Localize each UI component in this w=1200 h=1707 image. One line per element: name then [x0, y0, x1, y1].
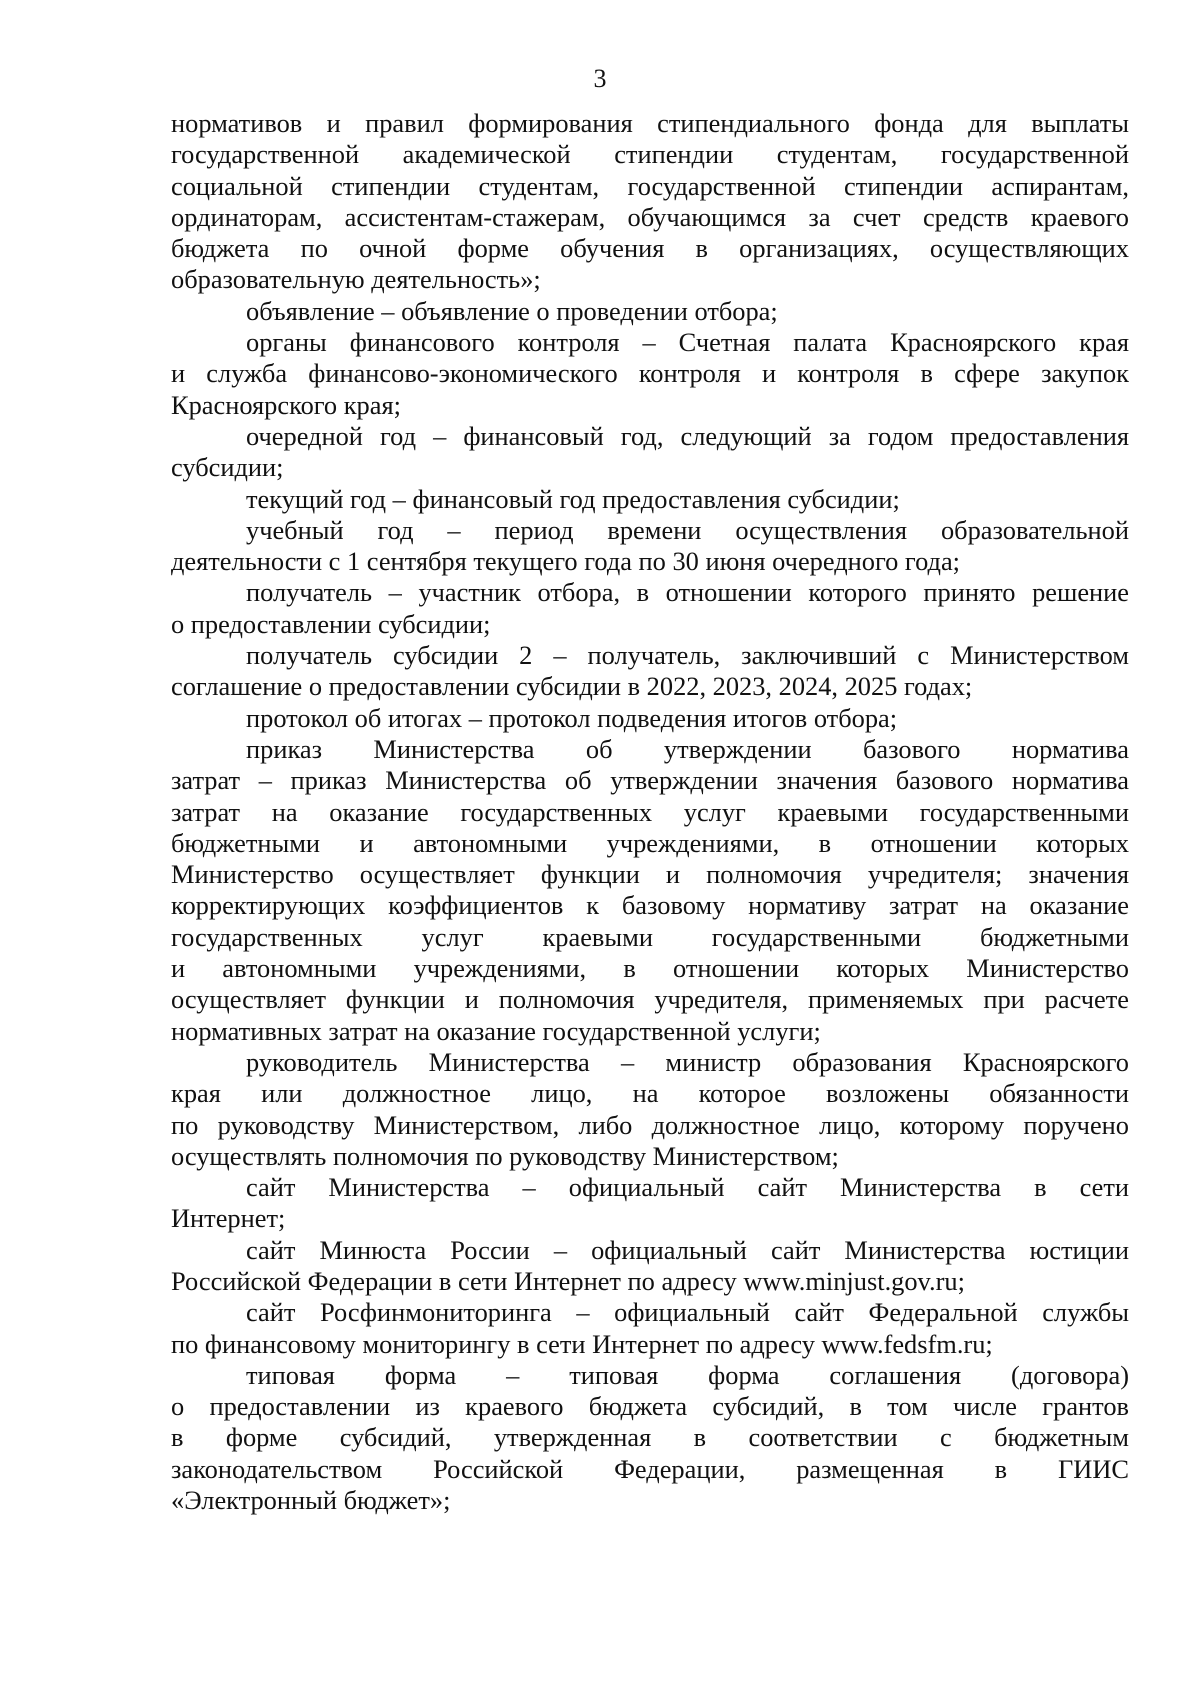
text-line: и служба финансово-экономического контроля и контроля в сфере закупок: [171, 358, 1129, 389]
text-line: типовая форма – типовая форма соглашения (договора): [246, 1359, 1129, 1390]
paragraph: [171, 108, 1129, 296]
text-line: о предоставлении субсидии;: [171, 608, 491, 639]
text-line: затрат на оказание государственных услуг краевыми государственными: [171, 796, 1129, 827]
text-line: протокол об итогах – протокол подведения итогов отбора;: [246, 702, 898, 733]
paragraph: [171, 1360, 1129, 1516]
paragraph: [171, 1235, 1129, 1298]
text-line: сайт Министерства – официальный сайт Министерства в сети: [246, 1172, 1129, 1203]
text-line: о предоставлении из краевого бюджета субсидий, в том числе грантов: [171, 1391, 1129, 1422]
text-line: объявление – объявление о проведении отбора;: [246, 295, 778, 326]
document-body: [171, 108, 1129, 1516]
text-line: законодательством Российской Федерации, размещенная в ГИИС: [171, 1453, 1129, 1484]
paragraph: [171, 296, 1129, 327]
paragraph: [171, 734, 1129, 1047]
text-line: органы финансового контроля – Счетная палата Красноярского края: [246, 327, 1129, 358]
text-line: нормативов и правил формирования стипендиального фонда для выплаты: [171, 108, 1129, 138]
text-line: по руководству Министерством, либо должностное лицо, которому поручено: [171, 1109, 1129, 1140]
paragraph: [171, 577, 1129, 640]
text-line: руководитель Министерства – министр образования Красноярского: [246, 1046, 1129, 1077]
text-line: сайт Минюста России – официальный сайт Министерства юстиции: [246, 1234, 1129, 1265]
paragraph: [171, 1172, 1129, 1235]
page-number: 3: [593, 64, 607, 93]
text-line: сайт Росфинмониторинга – официальный сайт Федеральной службы: [246, 1297, 1129, 1328]
text-line: очередной год – финансовый год, следующий за годом предоставления: [246, 420, 1129, 451]
text-line: образовательную деятельность»;: [171, 264, 541, 295]
text-line: корректирующих коэффициентов к базовому нормативу затрат на оказание: [171, 890, 1129, 921]
text-line: бюджета по очной форме обучения в организациях, осуществляющих: [171, 233, 1129, 264]
text-line: государственных услуг краевыми государственными бюджетными: [171, 921, 1129, 952]
paragraph: [171, 1297, 1129, 1360]
text-line: осуществлять полномочия по руководству Министерством;: [171, 1140, 839, 1171]
text-line: затрат – приказ Министерства об утверждении значения базового норматива: [171, 765, 1129, 796]
text-line: ординаторам, ассистентам-стажерам, обучающимся за счет средств краевого: [171, 201, 1129, 232]
text-line: текущий год – финансовый год предоставления субсидии;: [246, 483, 900, 514]
text-line: деятельности с 1 сентября текущего года по 30 июня очередного года;: [171, 546, 960, 577]
text-line: соглашение о предоставлении субсидии в 2022, 2023, 2024, 2025 годах;: [171, 671, 973, 702]
text-line: получатель субсидии 2 – получатель, заключивший с Министерством: [246, 640, 1129, 671]
text-line: бюджетными и автономными учреждениями, в отношении которых: [171, 827, 1129, 858]
paragraph: [171, 484, 1129, 515]
text-line: «Электронный бюджет»;: [171, 1485, 451, 1516]
text-line: в форме субсидий, утвержденная в соответствии с бюджетным: [171, 1422, 1129, 1453]
text-line: субсидии;: [171, 452, 284, 483]
text-line: осуществляет функции и полномочия учредителя, применяемых при расчете: [171, 984, 1129, 1015]
paragraph: [171, 1047, 1129, 1172]
text-line: нормативных затрат на оказание государственной услуги;: [171, 1015, 821, 1046]
text-line: социальной стипендии студентам, государственной стипендии аспирантам,: [171, 170, 1129, 201]
text-line: Российской Федерации в сети Интернет по адресу www.minjust.gov.ru;: [171, 1265, 965, 1296]
paragraph: [171, 515, 1129, 578]
text-line: приказ Министерства об утверждении базового норматива: [246, 733, 1129, 764]
paragraph: [171, 327, 1129, 421]
paragraph: [171, 703, 1129, 734]
text-line: Министерство осуществляет функции и полномочия учредителя; значения: [171, 859, 1129, 890]
text-line: учебный год – период времени осуществления образовательной: [246, 514, 1129, 545]
text-line: государственной академической стипендии студентам, государственной: [171, 139, 1129, 170]
text-line: Интернет;: [171, 1203, 286, 1234]
text-line: и автономными учреждениями, в отношении которых Министерство: [171, 953, 1129, 984]
text-line: края или должностное лицо, на которое возложены обязанности: [171, 1078, 1129, 1109]
text-line: получатель – участник отбора, в отношении которого принято решение: [246, 577, 1129, 608]
text-line: Красноярского края;: [171, 389, 401, 420]
text-line: по финансовому мониторингу в сети Интернет по адресу www.fedsfm.ru;: [171, 1328, 993, 1359]
paragraph: [171, 421, 1129, 484]
paragraph: [171, 640, 1129, 703]
